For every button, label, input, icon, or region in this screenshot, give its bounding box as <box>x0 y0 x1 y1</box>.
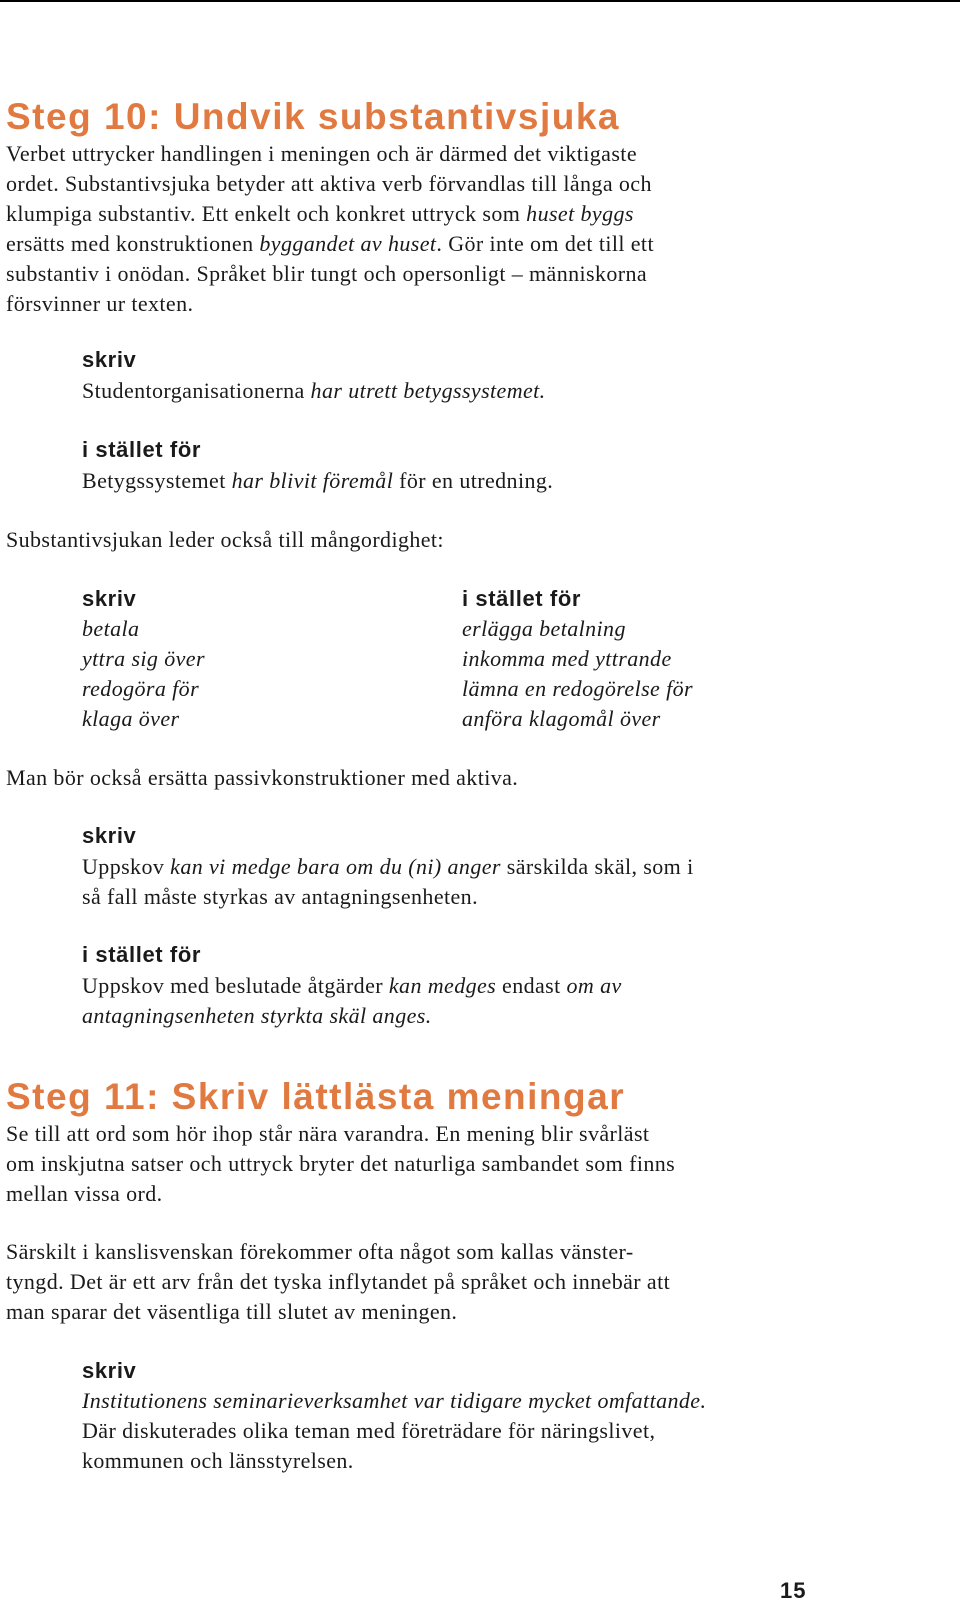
italic-run: kan vi medge bara om du (ni) anger <box>170 854 501 879</box>
text-line: Där diskuterades olika teman med företrädare för näringslivet, <box>82 1418 656 1443</box>
table-write-label: skriv <box>82 586 137 611</box>
write-example <box>82 852 694 912</box>
text-run: särskilda skäl, som i <box>500 854 694 879</box>
write-label: skriv <box>82 823 137 848</box>
text-line: Se till att ord som hör ihop står nära varandra. En mening blir svårläst <box>6 1121 650 1146</box>
step11-para2 <box>6 1237 866 1327</box>
text-line: antagningsenheten styrkta skäl anges. <box>82 1003 432 1028</box>
text-line: Verbet uttrycker handlingen i meningen och är därmed det viktigaste <box>6 141 637 166</box>
text-run: för en utredning. <box>393 468 554 493</box>
verbosity-intro <box>6 525 866 555</box>
instead-column <box>462 614 693 734</box>
text-line: substantiv i onödan. Språket blir tungt och opersonligt – människorna <box>6 261 648 286</box>
text-line <box>82 376 546 406</box>
write-example <box>82 376 546 406</box>
text-line: mellan vissa ord. <box>6 1181 163 1206</box>
italic-run: kan medges <box>388 973 497 998</box>
italic-run: huset byggs <box>526 201 634 226</box>
page-number: 15 <box>780 1578 807 1603</box>
text-line <box>6 229 866 259</box>
text-line: Man bör också ersätta passivkonstruktioner med aktiva. <box>6 765 519 790</box>
text-line <box>82 852 694 882</box>
text-line <box>82 466 553 496</box>
list-item: lämna en redogörelse för <box>462 676 693 701</box>
text-run: Betygssystemet <box>82 468 232 493</box>
write-label: skriv <box>82 1358 137 1383</box>
instead-example <box>82 971 622 1031</box>
list-item: erlägga betalning <box>462 616 626 641</box>
list-item: klaga över <box>82 706 180 731</box>
write-column <box>82 614 205 734</box>
step10-heading: Steg 10: Undvik substantivsjuka <box>6 96 621 137</box>
write-example <box>82 1386 706 1476</box>
list-item: redogöra för <box>82 676 200 701</box>
table-instead-label: i stället för <box>462 586 582 611</box>
list-item: betala <box>82 616 140 641</box>
text-run: endast <box>496 973 567 998</box>
text-line <box>6 199 866 229</box>
text-line: om inskjutna satser och uttryck bryter det naturliga sambandet som finns <box>6 1151 676 1176</box>
text-line: Institutionens seminarieverksamhet var tidigare mycket omfattande. <box>82 1388 707 1413</box>
text-line: kommunen och länsstyrelsen. <box>82 1448 354 1473</box>
italic-run: om av <box>566 973 622 998</box>
instead-label: i stället för <box>82 942 202 967</box>
step11-heading: Steg 11: Skriv lättlästa meningar <box>6 1076 626 1117</box>
text-line: ordet. Substantivsjuka betyder att aktiva verb förvandlas till långa och <box>6 171 652 196</box>
italic-run: har blivit föremål <box>231 468 394 493</box>
instead-example <box>82 466 553 496</box>
text-line: försvinner ur texten. <box>6 291 194 316</box>
text-line: Särskilt i kanslisvenskan förekommer ofta något som kallas vänster- <box>6 1239 634 1264</box>
text-line: så fall måste styrkas av antagningsenheten. <box>82 884 478 909</box>
list-item: anföra klagomål över <box>462 706 661 731</box>
step11-para1 <box>6 1119 866 1209</box>
text-line <box>82 971 622 1001</box>
text-run: . Gör inte om det till ett <box>436 231 654 256</box>
list-item: yttra sig över <box>82 646 205 671</box>
text-line: Substantivsjukan leder också till mångordighet: <box>6 527 444 552</box>
italic-run: byggandet av huset <box>259 231 437 256</box>
text-run: Uppskov med beslutade åtgärder <box>82 973 389 998</box>
text-run: Uppskov <box>82 854 171 879</box>
top-rule <box>0 0 960 2</box>
text-line: tyngd. Det är ett arv från det tyska inflytandet på språket och innebär att <box>6 1269 671 1294</box>
instead-label: i stället för <box>82 437 202 462</box>
list-item: inkomma med yttrande <box>462 646 672 671</box>
text-run: Studentorganisationerna <box>82 378 311 403</box>
text-run: klumpiga substantiv. Ett enkelt och konkret uttryck som <box>6 201 527 226</box>
text-run: ersätts med konstruktionen <box>6 231 260 256</box>
step10-intro <box>6 139 866 319</box>
write-label: skriv <box>82 347 137 372</box>
italic-run: har utrett betygssystemet. <box>310 378 546 403</box>
text-line: man sparar det väsentliga till slutet av meningen. <box>6 1299 458 1324</box>
passive-intro <box>6 763 866 793</box>
